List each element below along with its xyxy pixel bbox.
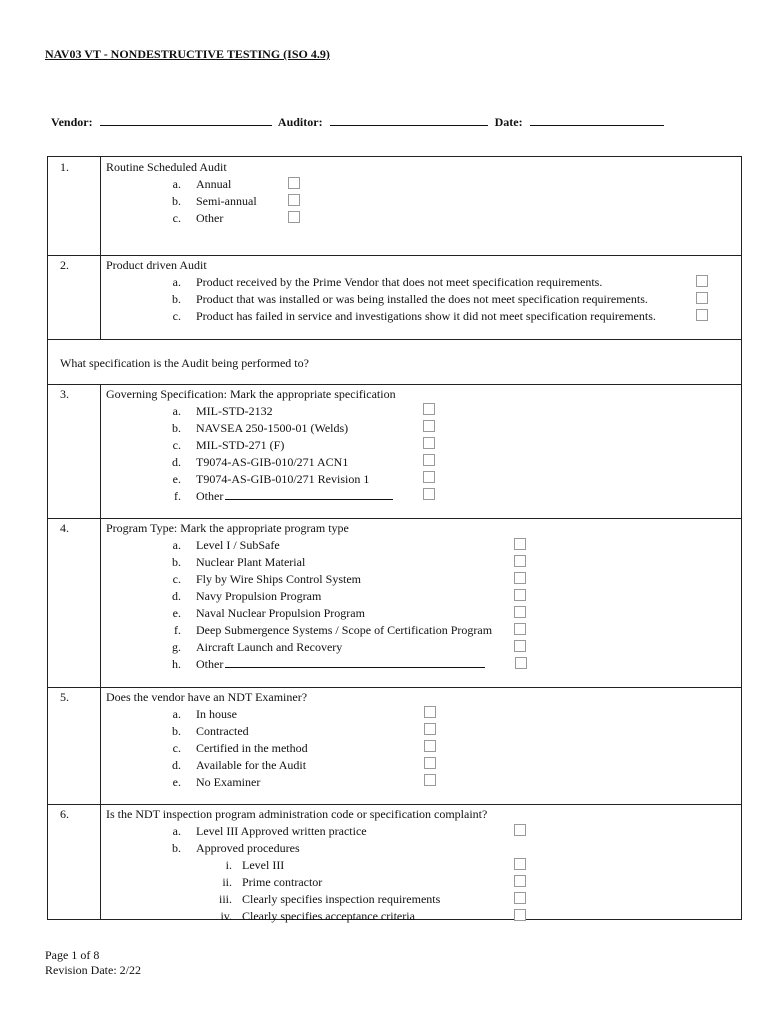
s3-item-c-checkbox[interactable] (423, 437, 435, 449)
s3-item-d-letter: d. (172, 455, 181, 469)
s4-item-f-checkbox[interactable] (514, 623, 526, 635)
s2-item-b-checkbox[interactable] (696, 292, 708, 304)
s3-item-b-text: NAVSEA 250-1500-01 (Welds) (196, 421, 349, 435)
s4-other-field[interactable] (225, 657, 485, 668)
spec-question: What specification is the Audit being performed to? (60, 356, 309, 370)
s6-item-a-letter: a. (172, 824, 181, 838)
section-4-number: 4. (60, 521, 69, 535)
s6-sub-iv-letter: iv. (220, 909, 232, 923)
s4-item-e-checkbox[interactable] (514, 606, 526, 618)
s4-item-b-checkbox[interactable] (514, 555, 526, 567)
s4-item-a-letter: a. (172, 538, 181, 552)
s1-item-b-letter: b. (172, 194, 181, 208)
s1-item-b-checkbox[interactable] (288, 194, 300, 206)
s4-item-c-text: Fly by Wire Ships Control System (196, 572, 361, 586)
s4-item-c-checkbox[interactable] (514, 572, 526, 584)
s4-item-d-text: Navy Propulsion Program (196, 589, 322, 603)
s3-item-d-text: T9074-AS-GIB-010/271 ACN1 (196, 455, 349, 469)
section-5-question: Does the vendor have an NDT Examiner? (106, 690, 308, 704)
s4-item-h-letter: h. (172, 657, 181, 671)
s4-item-d-letter: d. (172, 589, 181, 603)
section-2-number: 2. (60, 258, 69, 272)
auditor-field[interactable] (330, 114, 488, 126)
section-1-number: 1. (60, 160, 69, 174)
s3-item-e-text: T9074-AS-GIB-010/271 Revision 1 (196, 472, 370, 486)
s5-item-c-checkbox[interactable] (424, 740, 436, 752)
s6-item-b-text: Approved procedures (196, 841, 300, 855)
document-title: NAV03 VT - NONDESTRUCTIVE TESTING (ISO 4.9) (45, 47, 330, 61)
s5-item-b-text: Contracted (196, 724, 249, 738)
s4-item-f-letter: f. (174, 623, 181, 637)
header-fields (51, 114, 668, 130)
s1-item-a-text: Annual (196, 177, 232, 191)
s1-item-a-letter: a. (172, 177, 181, 191)
s6-sub-ii-text: Prime contractor (242, 875, 323, 889)
vendor-label: Vendor: (51, 115, 93, 129)
s4-item-a-checkbox[interactable] (514, 538, 526, 550)
s5-item-b-checkbox[interactable] (424, 723, 436, 735)
s2-item-b-text: Product that was installed or was being installed the does not meet specification requirements. (196, 292, 648, 306)
s5-item-c-letter: c. (172, 741, 181, 755)
s5-item-d-letter: d. (172, 758, 181, 772)
s4-item-d-checkbox[interactable] (514, 589, 526, 601)
auditor-label: Auditor: (277, 115, 323, 129)
s6-item-b-letter: b. (172, 841, 181, 855)
s3-other-field[interactable] (225, 489, 393, 500)
s1-item-c-text: Other (196, 211, 224, 225)
section-6-number: 6. (60, 807, 69, 821)
s3-item-f-text: Other (196, 489, 393, 504)
vendor-field[interactable] (100, 114, 272, 126)
date-field[interactable] (530, 114, 664, 126)
s3-item-a-checkbox[interactable] (423, 403, 435, 415)
s2-item-a-letter: a. (172, 275, 181, 289)
s6-sub-i-checkbox[interactable] (514, 858, 526, 870)
s4-item-g-text: Aircraft Launch and Recovery (196, 640, 343, 654)
s4-item-h-text: Other (196, 657, 485, 672)
s3-item-f-checkbox[interactable] (423, 488, 435, 500)
s6-sub-i-text: Level III (242, 858, 285, 872)
s2-item-c-checkbox[interactable] (696, 309, 708, 321)
audit-table (47, 156, 742, 923)
s2-item-b-letter: b. (172, 292, 181, 306)
s6-sub-ii-letter: ii. (222, 875, 232, 889)
s3-item-b-letter: b. (172, 421, 181, 435)
s4-item-g-letter: g. (172, 640, 181, 654)
s2-item-c-text: Product has failed in service and investigations show it did not meet specification requirements. (196, 309, 656, 323)
s1-item-c-checkbox[interactable] (288, 211, 300, 223)
section-3-number: 3. (60, 387, 69, 401)
s1-item-c-letter: c. (172, 211, 181, 225)
s3-item-a-text: MIL-STD-2132 (196, 404, 273, 418)
section-6-question: Is the NDT inspection program administration code or specification complaint? (106, 807, 488, 821)
date-label: Date: (494, 115, 523, 129)
s2-item-c-letter: c. (172, 309, 181, 323)
s4-item-f-text: Deep Submergence Systems / Scope of Certification Program (196, 623, 493, 637)
s5-item-a-letter: a. (172, 707, 181, 721)
s2-item-a-text: Product received by the Prime Vendor that does not meet specification requirements. (196, 275, 603, 289)
s5-item-a-text: In house (196, 707, 237, 721)
s6-item-a-text: Level III Approved written practice (196, 824, 367, 838)
s6-sub-iv-checkbox[interactable] (514, 909, 526, 921)
s1-item-a-checkbox[interactable] (288, 177, 300, 189)
s6-item-a-checkbox[interactable] (514, 824, 526, 836)
section-5-number: 5. (60, 690, 69, 704)
s3-item-c-letter: c. (172, 438, 181, 452)
s3-item-b-checkbox[interactable] (423, 420, 435, 432)
s6-sub-iii-checkbox[interactable] (514, 892, 526, 904)
s6-sub-iii-letter: iii. (218, 892, 232, 906)
s3-item-e-checkbox[interactable] (423, 471, 435, 483)
section-1-question: Routine Scheduled Audit (106, 160, 227, 174)
s4-item-b-letter: b. (172, 555, 181, 569)
s2-item-a-checkbox[interactable] (696, 275, 708, 287)
s6-sub-ii-checkbox[interactable] (514, 875, 526, 887)
s4-item-h-checkbox[interactable] (515, 657, 527, 669)
s3-item-e-letter: e. (172, 472, 181, 486)
s3-item-c-text: MIL-STD-271 (F) (196, 438, 285, 452)
s5-item-a-checkbox[interactable] (424, 706, 436, 718)
s3-item-a-letter: a. (172, 404, 181, 418)
s1-item-b-text: Semi-annual (196, 194, 257, 208)
revision-date: Revision Date: 2/22 (45, 963, 141, 977)
s5-item-b-letter: b. (172, 724, 181, 738)
section-4-question: Program Type: Mark the appropriate program type (106, 521, 349, 535)
s4-item-e-text: Naval Nuclear Propulsion Program (196, 606, 365, 620)
s4-item-e-letter: e. (172, 606, 181, 620)
s4-item-a-text: Level I / SubSafe (196, 538, 280, 552)
s5-item-d-text: Available for the Audit (196, 758, 307, 772)
s3-item-d-checkbox[interactable] (423, 454, 435, 466)
s4-item-c-letter: c. (172, 572, 181, 586)
s5-item-c-text: Certified in the method (196, 741, 308, 755)
s5-item-d-checkbox[interactable] (424, 757, 436, 769)
s4-item-b-text: Nuclear Plant Material (196, 555, 306, 569)
s5-item-e-checkbox[interactable] (424, 774, 436, 786)
s6-sub-iv-text: Clearly specifies acceptance criteria (242, 909, 415, 923)
s5-item-e-text: No Examiner (196, 775, 261, 789)
s6-sub-i-letter: i. (225, 858, 232, 872)
s4-item-g-checkbox[interactable] (514, 640, 526, 652)
s3-item-f-letter: f. (174, 489, 181, 503)
s5-item-e-letter: e. (172, 775, 181, 789)
page-number: Page 1 of 8 (45, 948, 100, 962)
section-3-question: Governing Specification: Mark the appropriate specification (106, 387, 396, 401)
s6-sub-iii-text: Clearly specifies inspection requirements (242, 892, 441, 906)
section-2-question: Product driven Audit (106, 258, 207, 272)
